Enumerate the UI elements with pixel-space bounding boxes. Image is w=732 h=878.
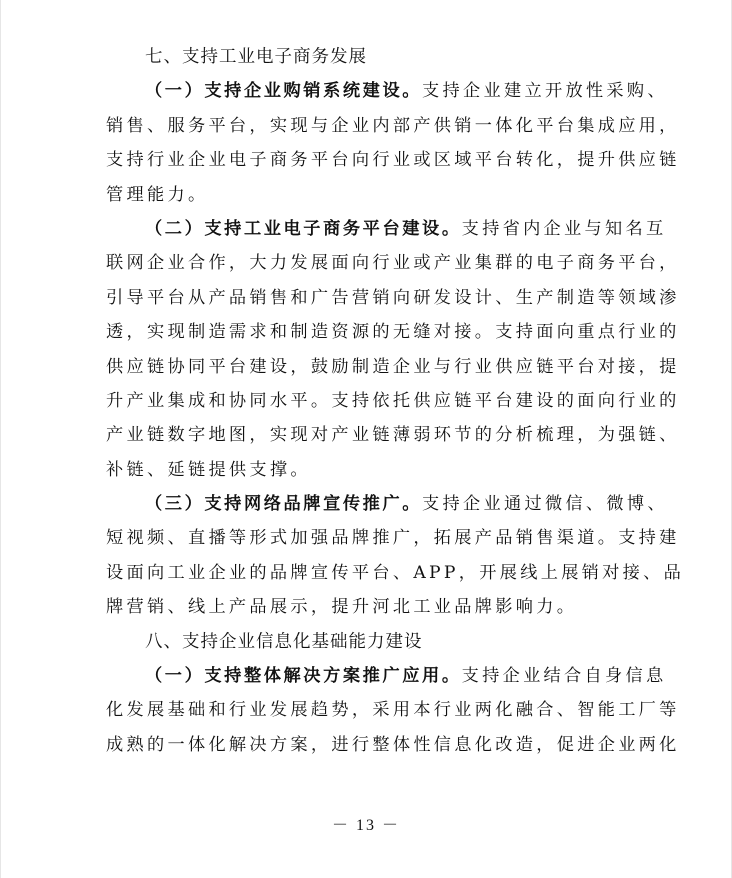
- body-text: 支持企业结合自身信息: [461, 666, 667, 687]
- body-line: 成熟的一体化解决方案，进行整体性信息化改造，促进企业两化: [106, 734, 680, 755]
- subsection-title: （一）支持企业购销系统建设。: [145, 81, 423, 102]
- document-page: [106, 40, 685, 762]
- paragraph-7-1-start: [106, 74, 668, 108]
- page-number: － 13 －: [331, 817, 400, 834]
- subsection-title: （三）支持网络品牌宣传推广。: [145, 494, 423, 515]
- body-text: 支持省内企业与知名互: [461, 218, 667, 239]
- page-edge-left: [0, 0, 1, 878]
- body-text: 支持企业通过微信、微博、: [422, 494, 668, 515]
- body-line: 支持行业企业电子商务平台向行业或区域平台转化，提升供应链: [106, 150, 680, 171]
- body-line: 牌营销、线上产品展示，提升河北工业品牌影响力。: [106, 597, 578, 618]
- body-line: 销售、服务平台，实现与企业内部产供销一体化平台集成应用，: [106, 115, 680, 136]
- section-heading-8: 八、支持企业信息化基础能力建设: [145, 631, 423, 652]
- paragraph-7-3-start: [106, 487, 668, 521]
- body-line: 设面向工业企业的品牌宣传平台、APP，开展线上展销对接、品: [106, 562, 685, 583]
- paragraph-7-2-start: [106, 212, 667, 246]
- body-line: 管理能力。: [106, 184, 209, 205]
- paragraph-8-1-start: [106, 659, 667, 693]
- subsection-title: （一）支持整体解决方案推广应用。: [145, 666, 462, 687]
- body-line: 升产业集成和协同水平。支持依托供应链平台建设的面向行业的: [106, 390, 680, 411]
- body-line: 引导平台从产品销售和广告营销向研发设计、生产制造等领域渗: [106, 287, 680, 308]
- body-line: 短视频、直播等形式加强品牌推广，拓展产品销售渠道。支持建: [106, 528, 680, 549]
- body-line: 化发展基础和行业发展趋势，采用本行业两化融合、智能工厂等: [106, 700, 680, 721]
- body-line: 透，实现制造需求和制造资源的无缝对接。支持面向重点行业的: [106, 322, 680, 343]
- subsection-title: （二）支持工业电子商务平台建设。: [145, 218, 462, 239]
- body-text: 支持企业建立开放性采购、: [422, 81, 668, 102]
- body-line: 联网企业合作，大力发展面向行业或产业集群的电子商务平台，: [106, 253, 680, 274]
- body-line: 产业链数字地图，实现对产业链薄弱环节的分析梳理，为强链、: [106, 425, 680, 446]
- body-line: 补链、延链提供支撑。: [106, 459, 311, 480]
- section-heading-7: 七、支持工业电子商务发展: [145, 47, 367, 67]
- body-line: 供应链协同平台建设，鼓励制造企业与行业供应链平台对接，提: [106, 356, 680, 377]
